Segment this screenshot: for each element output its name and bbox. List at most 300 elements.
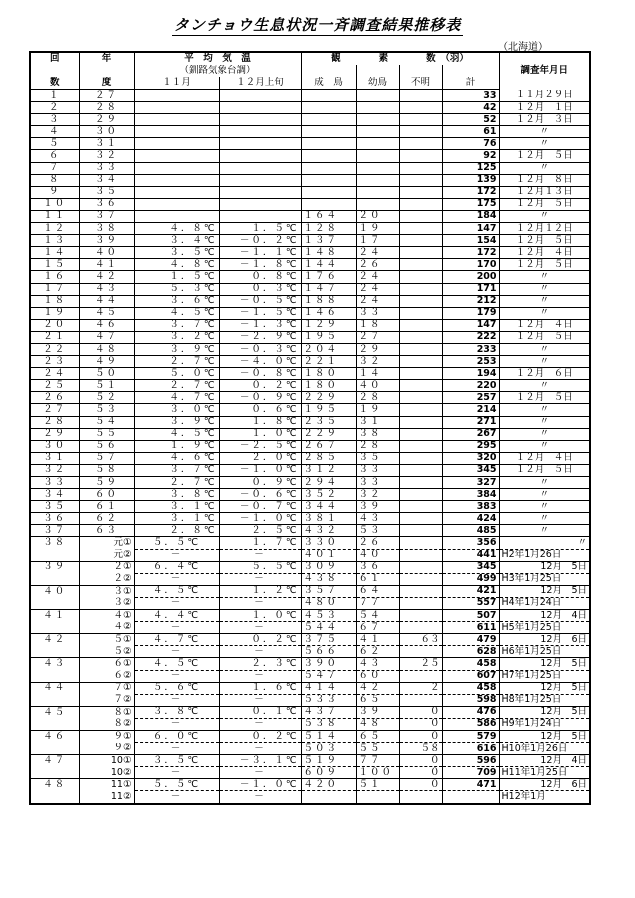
cell-date: 〃	[499, 525, 590, 537]
cell-kai: １９	[30, 307, 79, 319]
cell-date: 〃	[499, 416, 590, 428]
cell-adult: ４０１	[301, 549, 356, 561]
cell-total: 271	[442, 416, 499, 428]
cell-kai: ２０	[30, 319, 79, 331]
cell-dec-temp: １．６℃	[219, 682, 301, 694]
cell-adult: ２２９	[301, 392, 356, 404]
cell-nov-temp: －	[134, 791, 219, 804]
cell-date: 〃	[499, 477, 590, 489]
cell-adult: ３４４	[301, 501, 356, 513]
cell-total: 200	[442, 271, 499, 283]
cell-kai	[30, 549, 79, 561]
cell-year: ８①	[79, 706, 134, 718]
cell-year: ３６	[79, 198, 134, 210]
cell-kai: １７	[30, 283, 79, 295]
cell-total: 709	[442, 767, 499, 779]
cell-nov-temp: １．９℃	[134, 440, 219, 452]
cell-nov-temp: ４．５℃	[134, 658, 219, 670]
cell-dec-temp: ０．６℃	[219, 404, 301, 416]
cell-year: ５①	[79, 634, 134, 646]
table-row	[30, 718, 590, 730]
cell-year: ６①	[79, 658, 134, 670]
table-row	[30, 755, 590, 767]
cell-unknown: ２	[399, 682, 442, 694]
header-temperature-source: （釧路気象台調）	[134, 65, 301, 77]
cell-unknown	[399, 331, 442, 343]
table-row	[30, 682, 590, 694]
cell-total: 628	[442, 646, 499, 658]
cell-year: ４５	[79, 307, 134, 319]
cell-total: 499	[442, 573, 499, 585]
table-row	[30, 477, 590, 489]
cell-kai: ２１	[30, 331, 79, 343]
cell-dec-temp: －１．０℃	[219, 464, 301, 476]
cell-nov-temp: ２．７℃	[134, 477, 219, 489]
cell-young: ２６	[356, 259, 399, 271]
cell-kai	[30, 694, 79, 706]
cell-date: H10年1月26日	[499, 743, 590, 755]
cell-adult: １８０	[301, 380, 356, 392]
cell-total: 607	[442, 670, 499, 682]
cell-dec-temp: ０．９℃	[219, 477, 301, 489]
cell-year: ２７	[79, 90, 134, 102]
cell-total: 42	[442, 102, 499, 114]
cell-nov-temp: ３．１℃	[134, 501, 219, 513]
cell-dec-temp: １．０℃	[219, 610, 301, 622]
cell-dec-temp	[219, 102, 301, 114]
cell-year: ９②	[79, 743, 134, 755]
cell-total: 253	[442, 356, 499, 368]
cell-unknown	[399, 307, 442, 319]
cell-unknown	[399, 295, 442, 307]
cell-kai: ８	[30, 174, 79, 186]
cell-dec-temp: －２．９℃	[219, 331, 301, 343]
cell-date: １２月 ５日	[499, 392, 590, 404]
cell-date: H5年1月25日	[499, 622, 590, 634]
cell-nov-temp: ３．９℃	[134, 416, 219, 428]
cell-adult: ５４４	[301, 622, 356, 634]
cell-total: 267	[442, 428, 499, 440]
cell-nov-temp: －	[134, 743, 219, 755]
cell-total: 327	[442, 477, 499, 489]
cell-kai: ３６	[30, 513, 79, 525]
header-nen-2: 度	[79, 77, 134, 90]
cell-total: 507	[442, 610, 499, 622]
cell-year: ６２	[79, 513, 134, 525]
cell-dec-temp: －２．５℃	[219, 440, 301, 452]
cell-adult: ６０９	[301, 767, 356, 779]
table-row	[30, 307, 590, 319]
cell-kai: ２３	[30, 356, 79, 368]
cell-unknown	[399, 404, 442, 416]
cell-young: ３３	[356, 464, 399, 476]
cell-date: １２月 ５日	[499, 150, 590, 162]
cell-young	[356, 126, 399, 138]
table-row	[30, 259, 590, 271]
cell-total: 471	[442, 779, 499, 791]
cell-young: ４３	[356, 513, 399, 525]
cell-kai: １２	[30, 223, 79, 235]
cell-unknown	[399, 259, 442, 271]
header-count: 観 素 数 （羽）	[301, 52, 499, 65]
cell-young: ５３	[356, 525, 399, 537]
cell-total: 125	[442, 162, 499, 174]
cell-adult: ５６６	[301, 646, 356, 658]
cell-dec-temp: ２．３℃	[219, 658, 301, 670]
cell-total: 421	[442, 585, 499, 597]
table-row	[30, 537, 590, 549]
cell-year: ３３	[79, 162, 134, 174]
cell-kai: ４６	[30, 730, 79, 742]
cell-nov-temp	[134, 126, 219, 138]
cell-kai: ２	[30, 102, 79, 114]
cell-dec-temp: －	[219, 767, 301, 779]
cell-nov-temp: －	[134, 597, 219, 609]
cell-adult: ５３８	[301, 718, 356, 730]
cell-dec-temp: ０．１℃	[219, 706, 301, 718]
cell-dec-temp	[219, 114, 301, 126]
cell-nov-temp: －	[134, 549, 219, 561]
header-row-1	[30, 52, 590, 65]
cell-total: 139	[442, 174, 499, 186]
cell-young: ３３	[356, 307, 399, 319]
cell-unknown	[399, 343, 442, 355]
cell-date: １２月 ４日	[499, 452, 590, 464]
cell-total: 557	[442, 597, 499, 609]
cell-nov-temp: ３．９℃	[134, 343, 219, 355]
cell-adult	[301, 186, 356, 198]
cell-unknown	[399, 791, 442, 804]
cell-year: ３９	[79, 235, 134, 247]
cell-adult: ３３０	[301, 537, 356, 549]
cell-unknown	[399, 549, 442, 561]
cell-young	[356, 138, 399, 150]
cell-year: 10②	[79, 767, 134, 779]
cell-adult: ２２１	[301, 356, 356, 368]
cell-adult: １４７	[301, 283, 356, 295]
cell-young: ３１	[356, 416, 399, 428]
cell-young: ３２	[356, 356, 399, 368]
cell-unknown	[399, 392, 442, 404]
table-row	[30, 198, 590, 210]
table-row	[30, 561, 590, 573]
cell-date: 12月 6日	[499, 634, 590, 646]
cell-adult: １７６	[301, 271, 356, 283]
header-november: １１月	[134, 77, 219, 90]
cell-year: ５７	[79, 452, 134, 464]
table-row	[30, 331, 590, 343]
table-row	[30, 694, 590, 706]
cell-young: ２７	[356, 331, 399, 343]
cell-year: 11①	[79, 779, 134, 791]
cell-total: 172	[442, 247, 499, 259]
cell-dec-temp: －１．３℃	[219, 319, 301, 331]
cell-adult	[301, 174, 356, 186]
cell-young: ３９	[356, 706, 399, 718]
cell-young: ４０	[356, 380, 399, 392]
cell-date: H11年1月25日	[499, 767, 590, 779]
cell-young	[356, 114, 399, 126]
cell-dec-temp: －０．８℃	[219, 368, 301, 380]
cell-nov-temp	[134, 186, 219, 198]
table-row	[30, 247, 590, 259]
table-row	[30, 779, 590, 791]
cell-young: ６１	[356, 573, 399, 585]
cell-dec-temp: －	[219, 573, 301, 585]
cell-adult: ３９０	[301, 658, 356, 670]
cell-unknown	[399, 622, 442, 634]
cell-year: ４８	[79, 343, 134, 355]
cell-kai: ４７	[30, 755, 79, 767]
cell-year: ５９	[79, 477, 134, 489]
cell-young: ３３	[356, 477, 399, 489]
cell-dec-temp: －	[219, 646, 301, 658]
cell-kai: １６	[30, 271, 79, 283]
cell-young: ３９	[356, 501, 399, 513]
cell-total: 175	[442, 198, 499, 210]
cell-kai: ２２	[30, 343, 79, 355]
cell-adult	[301, 791, 356, 804]
cell-total: 424	[442, 513, 499, 525]
table-row	[30, 271, 590, 283]
cell-unknown	[399, 90, 442, 102]
cell-total: 147	[442, 319, 499, 331]
cell-kai: １１	[30, 210, 79, 222]
cell-kai: ３８	[30, 537, 79, 549]
cell-total: 76	[442, 138, 499, 150]
cell-kai: １８	[30, 295, 79, 307]
cell-date: 〃	[499, 404, 590, 416]
cell-adult: ３８１	[301, 513, 356, 525]
cell-date: １２月 ５日	[499, 235, 590, 247]
header-nen: 年	[79, 52, 134, 65]
cell-young: ６２	[356, 646, 399, 658]
cell-unknown	[399, 452, 442, 464]
cell-unknown: ０	[399, 718, 442, 730]
cell-year: ２９	[79, 114, 134, 126]
cell-kai: ３５	[30, 501, 79, 513]
cell-young: ４０	[356, 549, 399, 561]
cell-kai: ２６	[30, 392, 79, 404]
cell-dec-temp: －０．３℃	[219, 343, 301, 355]
cell-young: ６５	[356, 730, 399, 742]
table-row	[30, 622, 590, 634]
cell-date: １２月１２日	[499, 223, 590, 235]
cell-young	[356, 90, 399, 102]
cell-date: 〃	[499, 513, 590, 525]
cell-dec-temp	[219, 210, 301, 222]
cell-nov-temp: ５．５℃	[134, 537, 219, 549]
table-row	[30, 610, 590, 622]
cell-total: 222	[442, 331, 499, 343]
table-row	[30, 549, 590, 561]
table-row	[30, 525, 590, 537]
cell-date: 〃	[499, 295, 590, 307]
cell-adult: １２９	[301, 319, 356, 331]
cell-young: ４３	[356, 658, 399, 670]
cell-dec-temp	[219, 186, 301, 198]
cell-young	[356, 162, 399, 174]
region-label: （北海道）	[498, 42, 548, 53]
table-row	[30, 138, 590, 150]
table-row	[30, 90, 590, 102]
cell-total: 179	[442, 307, 499, 319]
cell-year: ４３	[79, 283, 134, 295]
cell-date: １２月 ５日	[499, 198, 590, 210]
cell-total: 92	[442, 150, 499, 162]
cell-date: H12年1月	[499, 791, 590, 804]
table-row	[30, 162, 590, 174]
cell-date: １２月 ３日	[499, 114, 590, 126]
cell-year: ５５	[79, 428, 134, 440]
cell-unknown	[399, 271, 442, 283]
cell-date: 〃	[499, 162, 590, 174]
cell-adult: ４３７	[301, 706, 356, 718]
cell-total: 295	[442, 440, 499, 452]
cell-adult: ５０３	[301, 743, 356, 755]
cell-date: １１月２９日	[499, 90, 590, 102]
cell-kai: ３１	[30, 452, 79, 464]
cell-nov-temp: ５．３℃	[134, 283, 219, 295]
cell-dec-temp: ０．８℃	[219, 271, 301, 283]
cell-unknown	[399, 597, 442, 609]
table-row	[30, 791, 590, 804]
cell-young: ５５	[356, 743, 399, 755]
cell-total: 479	[442, 634, 499, 646]
cell-dec-temp: １．７℃	[219, 537, 301, 549]
cell-date: 12月 5日	[499, 561, 590, 573]
cell-nov-temp: ３．５℃	[134, 247, 219, 259]
cell-unknown	[399, 537, 442, 549]
table-row	[30, 670, 590, 682]
cell-young: ２４	[356, 295, 399, 307]
cell-kai: ３４	[30, 489, 79, 501]
cell-dec-temp	[219, 138, 301, 150]
table-row	[30, 295, 590, 307]
cell-young: ２４	[356, 283, 399, 295]
cell-nov-temp: ５．０℃	[134, 368, 219, 380]
cell-total: 184	[442, 210, 499, 222]
cell-kai	[30, 573, 79, 585]
cell-kai: １３	[30, 235, 79, 247]
cell-date: 〃	[499, 138, 590, 150]
cell-total: 172	[442, 186, 499, 198]
cell-date: 〃	[499, 356, 590, 368]
table-row	[30, 573, 590, 585]
table-row	[30, 658, 590, 670]
cell-nov-temp: ２．８℃	[134, 525, 219, 537]
cell-year: ３②	[79, 597, 134, 609]
cell-total: 586	[442, 718, 499, 730]
header-young: 幼鳥	[356, 77, 399, 90]
cell-year: ５４	[79, 416, 134, 428]
cell-year: ６０	[79, 489, 134, 501]
cell-unknown	[399, 646, 442, 658]
cell-young: ３２	[356, 489, 399, 501]
cell-adult: １９５	[301, 331, 356, 343]
cell-year: ５②	[79, 646, 134, 658]
cell-dec-temp: －１．０℃	[219, 513, 301, 525]
cell-total: 147	[442, 223, 499, 235]
cell-dec-temp: －３．１℃	[219, 755, 301, 767]
cell-nov-temp	[134, 138, 219, 150]
cell-date: １２月 ４日	[499, 247, 590, 259]
cell-adult: ３７５	[301, 634, 356, 646]
cell-dec-temp: １．８℃	[219, 416, 301, 428]
cell-adult: ４３２	[301, 525, 356, 537]
cell-young: ３５	[356, 452, 399, 464]
cell-nov-temp: ２．７℃	[134, 380, 219, 392]
cell-young: １４	[356, 368, 399, 380]
table-row	[30, 404, 590, 416]
cell-unknown	[399, 670, 442, 682]
cell-nov-temp	[134, 150, 219, 162]
cell-unknown	[399, 416, 442, 428]
cell-nov-temp: ３．８℃	[134, 489, 219, 501]
cell-adult	[301, 138, 356, 150]
table-row	[30, 210, 590, 222]
cell-kai: ２７	[30, 404, 79, 416]
cell-date: 〃	[499, 210, 590, 222]
cell-date: H9年1月24日	[499, 718, 590, 730]
cell-year: ９①	[79, 730, 134, 742]
header-december: １２月上旬	[219, 77, 301, 90]
cell-young: ３８	[356, 428, 399, 440]
header-date: 調査年月日	[499, 52, 590, 90]
cell-date: 〃	[499, 440, 590, 452]
cell-unknown	[399, 356, 442, 368]
cell-total: 154	[442, 235, 499, 247]
cell-adult	[301, 162, 356, 174]
cell-date: 〃	[499, 343, 590, 355]
cell-year: ６②	[79, 670, 134, 682]
cell-kai: ４５	[30, 706, 79, 718]
cell-nov-temp: －	[134, 718, 219, 730]
cell-young: １００	[356, 767, 399, 779]
cell-dec-temp: －０．９℃	[219, 392, 301, 404]
cell-date: H6年1月25日	[499, 646, 590, 658]
table-row	[30, 634, 590, 646]
table-row	[30, 646, 590, 658]
table-row	[30, 223, 590, 235]
cell-date: 〃	[499, 126, 590, 138]
cell-adult: １３７	[301, 235, 356, 247]
cell-nov-temp	[134, 102, 219, 114]
cell-dec-temp: ２．０℃	[219, 452, 301, 464]
cell-kai: ２４	[30, 368, 79, 380]
cell-date: 〃	[499, 537, 590, 549]
cell-nov-temp: ３．５℃	[134, 755, 219, 767]
cell-kai: ３０	[30, 440, 79, 452]
cell-year: ４７	[79, 331, 134, 343]
cell-unknown	[399, 283, 442, 295]
cell-dec-temp	[219, 174, 301, 186]
cell-dec-temp: －	[219, 597, 301, 609]
cell-unknown: ５８	[399, 743, 442, 755]
cell-year: ３０	[79, 126, 134, 138]
header-unknown: 不明	[399, 77, 442, 90]
cell-total: 170	[442, 259, 499, 271]
cell-young: ２９	[356, 343, 399, 355]
cell-adult: ５１９	[301, 755, 356, 767]
cell-nov-temp: ３．７℃	[134, 319, 219, 331]
table-row	[30, 706, 590, 718]
table-row	[30, 283, 590, 295]
header-total: 計	[442, 77, 499, 90]
cell-adult: １４４	[301, 259, 356, 271]
cell-date: 12月 6日	[499, 779, 590, 791]
cell-date: 12月 5日	[499, 706, 590, 718]
